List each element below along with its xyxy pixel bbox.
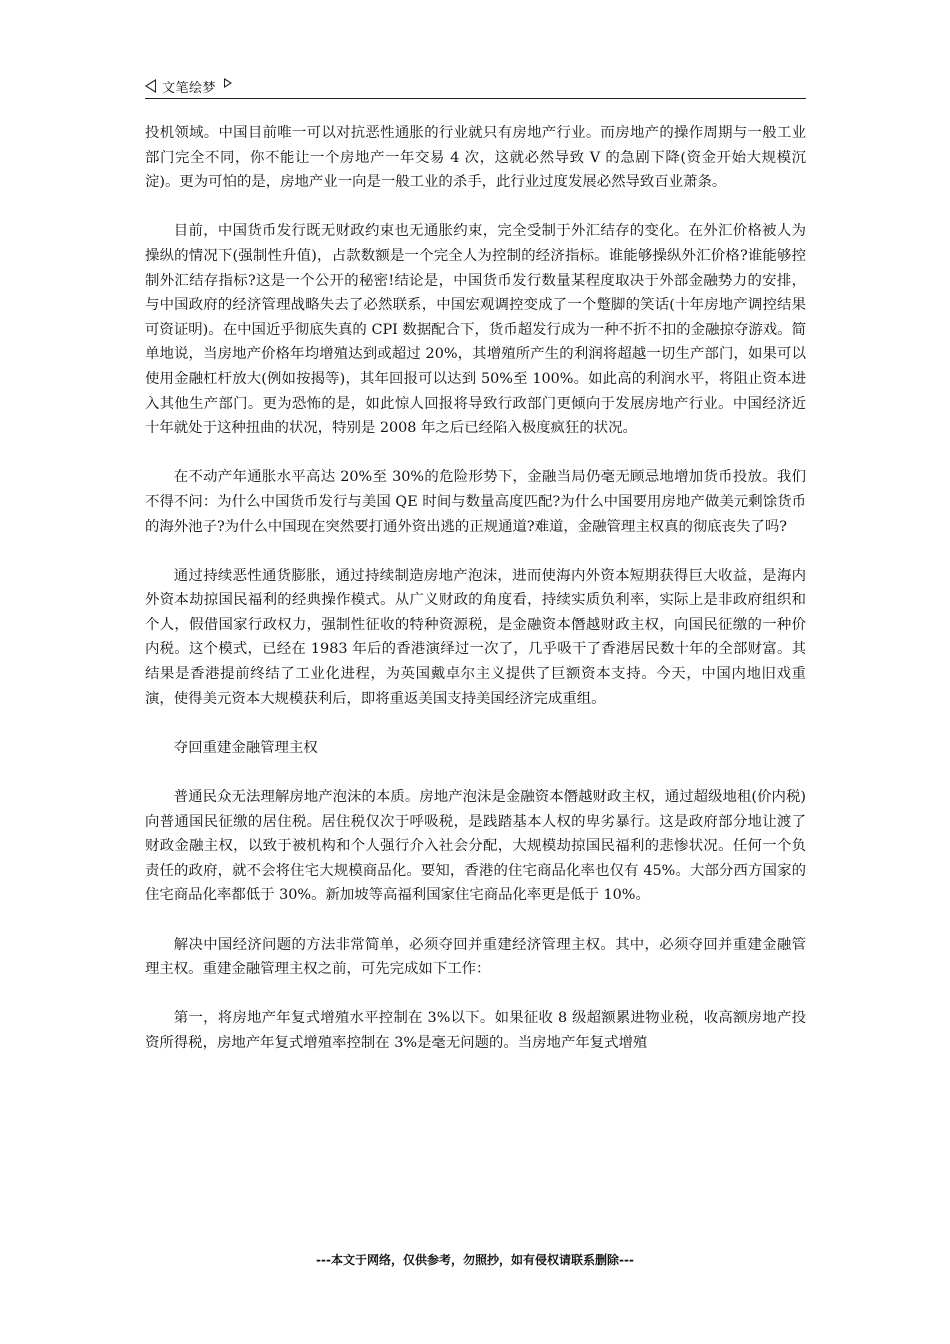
paragraph-5: 普通民众无法理解房地产泡沫的本质。房地产泡沫是金融资本僭越财政主权，通过超级地租(价内税)向普通国民征缴的居住税。居住税仅次于呼吸税，是践踏基本人权的卑劣暴行。这是政府部分地让渡了财政金融主权，以致于被机构和个人强行介入社会分配，大规模劫掠国民福利的悲惨状况。任何一个负责任的政府，就不会将住宅大规模商品化。要知，香港的住宅商品化率也仅有 45%。大部分西方国家的住宅商品化率都低于 30%。新加坡等高福利国家住宅商品化率更是低于 10%。 (145, 789, 806, 904)
document-body (145, 121, 806, 1056)
paragraph-1: 投机领域。中国目前唯一可以对抗恶性通胀的行业就只有房地产行业。而房地产的操作周期与一般工业部门完全不同，你不能让一个房地产一年交易 4 次，这就必然导致 V 的急剧下降(资金开始大规模沉淀)。更为可怕的是，房地产业一向是一般工业的杀手，此行业过度发展必然导致百业萧条。 (145, 125, 806, 191)
paragraph-7: 第一，将房地产年复式增殖水平控制在 3%以下。如果征收 8 级超额累进物业税，收高额房地产投资所得税，房地产年复式增殖率控制在 3%是毫无问题的。当房地产年复式增殖 (145, 1010, 806, 1051)
triangle-left-icon (145, 79, 156, 93)
paragraph-2: 目前，中国货币发行既无财政约束也无通胀约束，完全受制于外汇结存的变化。在外汇价格被人为操纵的情况下(强制性升值)，占款数额是一个完全人为控制的经济指标。谁能够操纵外汇价格?谁能够控制外汇结存指标?这是一个公开的秘密!结论是，中国货币发行数量某程度取决于外部金融势力的安排，与中国政府的经济管理战略失去了必然联系，中国宏观调控变成了一个蹩脚的笑话(十年房地产调控结果可资证明)。在中国近乎彻底失真的 CPI 数据配合下，货币超发行成为一种不折不扣的金融掠夺游戏。简单地说，当房地产价格年均增殖达到或超过 20%，其增殖所产生的利润将超越一切生产部门，如果可以使用金融杠杆放大(例如按揭等)，其年回报可以达到 50%至 100%。如此高的利润水平，将阻止资本进入其他生产部门。更为恐怖的是，如此惊人回报将导致行政部门更倾向于发展房地产行业。中国经济近十年就处于这种扭曲的状况，特别是 2008 年之后已经陷入极度疯狂的状况。 (145, 223, 806, 437)
paragraph-3: 在不动产年通胀水平高达 20%至 30%的危险形势下，金融当局仍毫无顾忌地增加货币投放。我们不得不问：为什么中国货币发行与美国 QE 时间与数量高度匹配?为什么中国要用房地产做美元剩馀货币的海外池子?为什么中国现在突然要打通外资出逃的正规通道?难道，金融管理主权真的彻底丧失了吗? (145, 469, 806, 535)
page-footer-note: ---本文于网络，仅供参考，勿照抄，如有侵权请联系删除--- (316, 1253, 634, 1267)
header-brand: 文笔绘梦 (162, 80, 217, 96)
paragraph-4: 通过持续恶性通货膨胀，通过持续制造房地产泡沫，进而使海内外资本短期获得巨大收益，是海内外资本劫掠国民福利的经典操作模式。从广义财政的角度看，持续实质负利率，实际上是非政府组织和个人，假借国家行政权力，强制性征收的特种资源税，是金融资本僭越财政主权，向国民征缴的一种价内税。这个模式，已经在 1983 年后的香港演绎过一次了，几乎吸干了香港居民数十年的全部财富。其结果是香港提前终结了工业化进程，为英国戴卓尔主义提供了巨额资本支持。今天，中国内地旧戏重演，使得美元资本大规模获利后，即将重返美国支持美国经济完成重组。 (145, 567, 806, 707)
section-heading: 夺回重建金融管理主权 (173, 739, 318, 756)
page-header (145, 74, 806, 99)
triangle-right-icon (224, 78, 232, 88)
paragraph-6: 解决中国经济问题的方法非常简单，必须夺回并重建经济管理主权。其中，必须夺回并重建金融管理主权。重建金融管理主权之前，可先完成如下工作： (145, 936, 806, 978)
